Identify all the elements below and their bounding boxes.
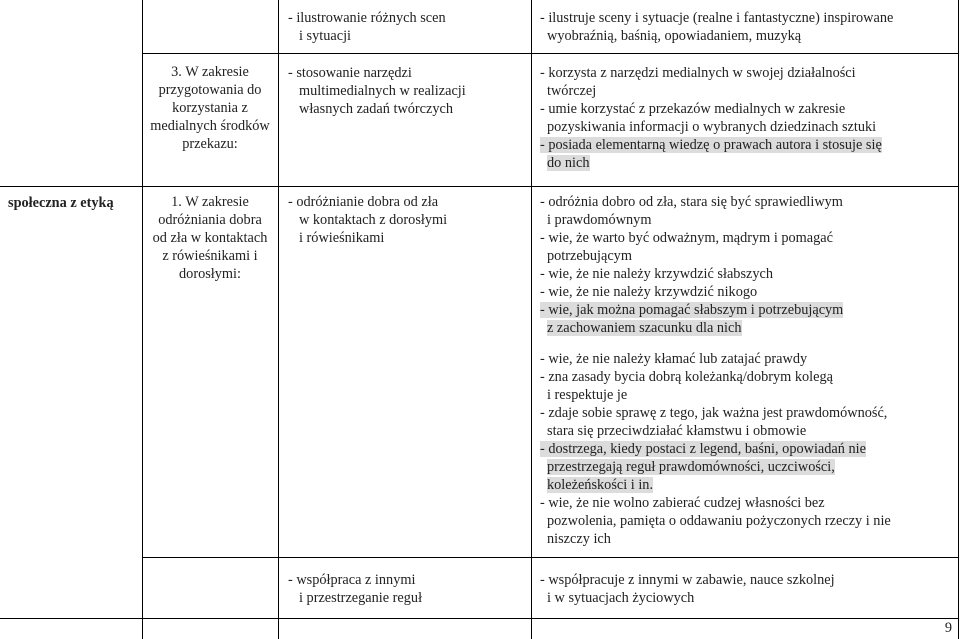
effect-line: - dostrzega, kiedy postaci z legend, baśni, opowiadań nie — [540, 441, 866, 457]
effects-list — [540, 350, 952, 548]
effect-line: twórczej — [547, 83, 597, 99]
activity-line: i rówieśnikami — [299, 230, 385, 246]
effect-item — [540, 404, 952, 440]
column-divider — [142, 0, 143, 639]
page-number: 9 — [944, 620, 952, 636]
effect-item — [540, 9, 952, 45]
activity-item — [288, 9, 528, 45]
effect-line: stara się przeciwdziałać kłamstwu i obmowie — [547, 423, 807, 439]
activity-line: własnych zadań twórczych — [299, 101, 454, 117]
effects-list — [540, 571, 952, 607]
effect-item — [540, 100, 952, 136]
activity-line: i sytuacji — [299, 28, 352, 44]
effect-line: - wie, że nie należy krzywdzić nikogo — [540, 284, 758, 300]
effect-item — [540, 350, 952, 368]
effect-line: i w sytuacjach życiowych — [547, 590, 695, 606]
row-divider — [142, 557, 959, 558]
effect-line: przestrzegają reguł prawdomówności, uczciwości, — [547, 459, 835, 475]
effect-line: - korzysta z narzędzi medialnych w swojej działalności — [540, 65, 856, 81]
activity-item — [288, 193, 528, 247]
effect-line: niszczy ich — [547, 531, 611, 547]
activity-line: - odróżnianie dobra od zła — [288, 194, 439, 210]
effects-list — [540, 193, 952, 337]
row-divider — [142, 53, 959, 54]
activity-line: - współpraca z innymi — [288, 572, 416, 588]
effect-line: i respektuje je — [547, 387, 628, 403]
column-divider — [278, 0, 279, 639]
activity-line: w kontaktach z dorosłymi — [299, 212, 448, 228]
activity-line: - stosowanie narzędzi — [288, 65, 412, 81]
effect-line: pozyskiwania informacji o wybranych dziedzinach sztuki — [547, 119, 877, 135]
effect-line: do nich — [547, 155, 590, 171]
effect-line: - wie, że nie należy kłamać lub zatajać prawdy — [540, 351, 808, 367]
effect-line: - zna zasady bycia dobrą koleżanką/dobrym kolegą — [540, 369, 833, 385]
effect-item — [540, 229, 952, 265]
effect-line: - wie, że nie należy krzywdzić słabszych — [540, 266, 774, 282]
activity-line: multimedialnych w realizacji — [299, 83, 466, 99]
effect-item — [540, 193, 952, 229]
effect-line: - odróżnia dobro od zła, stara się być sprawiedliwym — [540, 194, 843, 210]
effect-line: - współpracuje z innymi w zabawie, nauce szkolnej — [540, 572, 835, 588]
effect-line: - posiada elementarną wiedzę o prawach autora i stosuje się — [540, 137, 882, 153]
row-divider — [0, 618, 959, 619]
activity-item — [288, 64, 528, 118]
effect-item — [540, 368, 952, 404]
effects-list — [540, 64, 952, 172]
effect-line: koleżeńskości i in. — [547, 477, 654, 493]
scope-heading: 1. W zakresie odróżniania dobra od zła w kontaktach z rówieśnikami i dorosłymi: — [152, 194, 268, 282]
effect-line: - wie, jak można pomagać słabszym i potrzebującym — [540, 302, 844, 318]
effect-item — [540, 283, 952, 301]
effect-line: - wie, że nie wolno zabierać cudzej własności bez — [540, 495, 825, 511]
activity-item — [288, 571, 528, 607]
effect-line: pozwolenia, pamięta o oddawaniu pożyczonych rzeczy i nie — [547, 513, 891, 529]
effect-line: i prawdomównym — [547, 212, 652, 228]
effect-line: z zachowaniem szacunku dla nich — [547, 320, 742, 336]
effect-item — [540, 494, 952, 548]
effect-item — [540, 301, 952, 337]
education-area-label: społeczna z etyką — [8, 195, 114, 211]
activity-line: i przestrzeganie reguł — [299, 590, 423, 606]
effect-line: wyobraźnią, baśnią, opowiadaniem, muzyką — [547, 28, 802, 44]
effect-item — [540, 265, 952, 283]
column-divider — [531, 0, 532, 639]
effect-item — [540, 571, 952, 607]
effect-item — [540, 440, 952, 494]
effect-item — [540, 64, 952, 100]
scope-heading: 3. W zakresie przygotowania do korzystania z medialnych środków przekazu: — [150, 64, 270, 152]
row-divider — [0, 186, 959, 187]
effect-line: potrzebującym — [547, 248, 632, 264]
effect-line: - wie, że warto być odważnym, mądrym i pomagać — [540, 230, 833, 246]
effect-line: - zdaje sobie sprawę z tego, jak ważna jest prawdomówność, — [540, 405, 888, 421]
effect-item — [540, 136, 952, 172]
column-divider — [958, 0, 959, 639]
effect-line: - umie korzystać z przekazów medialnych w zakresie — [540, 101, 846, 117]
effect-line: - ilustruje sceny i sytuacje (realne i fantastyczne) inspirowane — [540, 10, 894, 26]
activity-line: - ilustrowanie różnych scen — [288, 10, 446, 26]
effects-list — [540, 9, 952, 45]
